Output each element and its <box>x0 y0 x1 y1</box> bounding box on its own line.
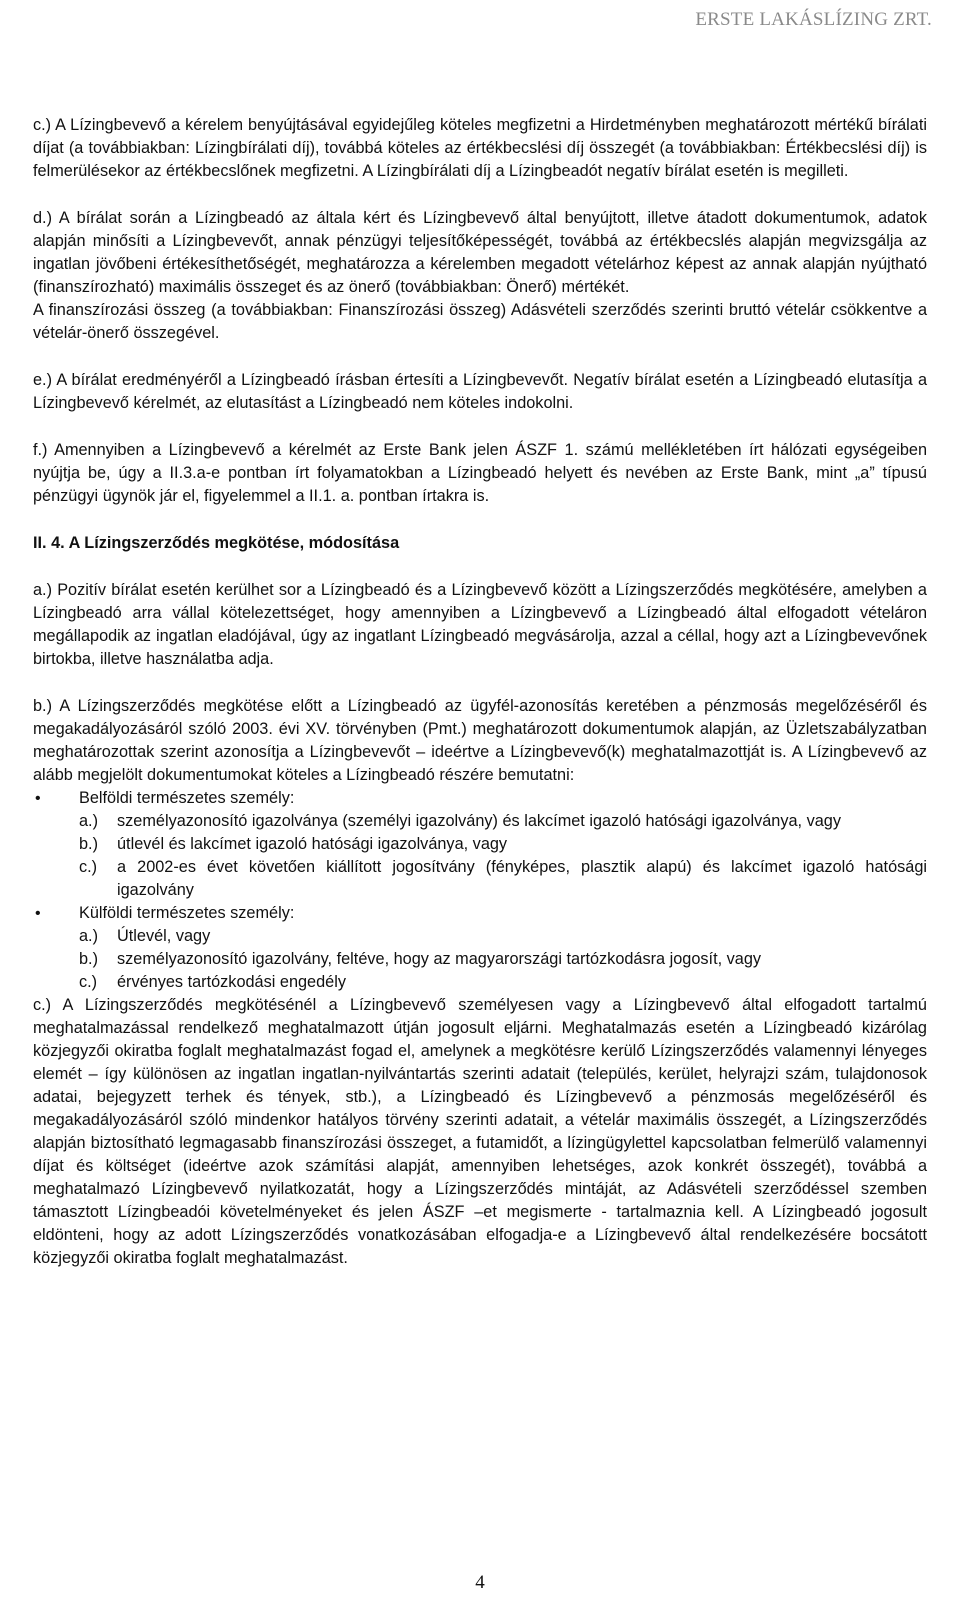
sublist-item <box>79 833 927 856</box>
document-body <box>33 114 927 1270</box>
document-list <box>33 787 927 994</box>
sublist-text: Útlevél, vagy <box>117 927 211 945</box>
sublist-text: személyazonosító igazolványa (személyi igazolvány) és lakcímet igazoló hatósági igazolványa, vagy <box>117 812 841 830</box>
paragraph-b-identification: b.) A Lízingszerződés megkötése előtt a Lízingbeadó az ügyfél-azonosítás keretében a pénzmosás megelőzéséről és megakadályozásáról szóló 2003. évi XV. törvényben (Pmt.) meghatározott dokumentumok alapján, az Üzletszabályzatban meghatározottak szerint azonosítja a Lízingbevevőt – ideértve a Lízingbevevő(k) meghatalmazottját is. A Lízingbevevő az alább megjelölt dokumentumokat köteles a Lízingbeadó részére bemutatni: <box>33 697 927 784</box>
page-header-company: ERSTE LAKÁSLÍZING ZRT. <box>695 9 932 30</box>
sublist-item <box>79 948 927 971</box>
sublist-marker: c.) <box>79 858 98 876</box>
paragraph-c-contract: c.) A Lízingszerződés megkötésénél a Lízingbevevő személyesen vagy a Lízingbevevő által elfogadott tartalmú meghatalmazással rendelkező meghatalmazott útján jogosult eljárni. Meghatalmazás esetén a Lízingbeadó kizárólag közjegyzői okiratba foglalt meghatalmazást fogad el, amelynek a megkötésre kerülő Lízingszerződés valamennyi lényeges elemét – így különösen az ingatlan ingatlan-nyilvántartás szerinti adatait (település, kerület, helyrajzi szám, tulajdonosok adatai, bejegyzett terhek és tények, stb.), a Lízingbeadó és Lízingbevevő a pénzmosás megelőzéséről és megakadályozásáról szóló mindenkor hatályos törvény szerinti adatait, a vételár maximális összegét, a Lízingszerződés alapján biztosítható legmagasabb finanszírozási összeget, a futamidőt, a lízingügylettel kapcsolatban felmerülő valamennyi díjat és költséget (ideértve azok számítási alapját, amennyiben lehetséges, azok konkrét összegét), továbbá a meghatalmazó Lízingbevevő nyilatkozatát, hogy a Lízingszerződés mintáját, az Adásvételi szerződéssel szemben támasztott Lízingbeadói követelményeket és jelen ÁSZF –et megismerte - tartalmaznia kell. A Lízingbeadó jogosult eldönteni, hogy az adott Lízingszerződés vonatkozásában elfogadja-e a Lízingbevevő által rendelkezésére bocsátott közjegyzői okiratba foglalt meghatalmazást. <box>33 996 927 1267</box>
sublist-domestic <box>79 810 927 902</box>
list-item-domestic <box>33 787 927 902</box>
sublist-marker: a.) <box>79 812 99 830</box>
paragraph-d-financing: A finanszírozási összeg (a továbbiakban: Finanszírozási összeg) Adásvételi szerződés szerinti bruttó vételár csökkentve a vételár-önerő összegével. <box>33 301 927 342</box>
sublist-foreign <box>79 925 927 994</box>
section-heading: II. 4. A Lízingszerződés megkötése, módosítása <box>33 534 400 552</box>
sublist-item <box>79 856 927 902</box>
sublist-text: személyazonosító igazolvány, feltéve, hogy az magyarországi tartózkodásra jogosít, vagy <box>117 950 762 968</box>
list-item-foreign <box>33 902 927 994</box>
sublist-text: érvényes tartózkodási engedély <box>117 973 346 991</box>
bullet-icon: • <box>35 905 41 922</box>
page-number: 4 <box>475 1572 485 1593</box>
sublist-item <box>79 925 927 948</box>
bullet-icon: • <box>35 790 41 807</box>
sublist-marker: a.) <box>79 927 99 945</box>
list-item-label: Belföldi természetes személy: <box>79 789 295 807</box>
sublist-item <box>79 810 927 833</box>
paragraph-c-fee: c.) A Lízingbevevő a kérelem benyújtásával egyidejűleg köteles megfizetni a Hirdetményben meghatározott mértékű bírálati díjat (a továbbiakban: Lízingbírálati díj), továbbá köteles az értékbecslési díj összegét (a továbbiakban: Értékbecslési díj) is felmerülésekor az értékbecslőnek megfizetni. A Lízingbírálati díj a Lízingbeadót negatív bírálat esetén is megilleti. <box>33 116 927 180</box>
sublist-text: a 2002-es évet követően kiállított jogosítvány (fényképes, plasztik alapú) és lakcímet igazoló hatósági igazolvány <box>117 858 927 899</box>
paragraph-d-review: d.) A bírálat során a Lízingbeadó az általa kért és Lízingbevevő által benyújtott, illetve átadott dokumentumok, adatok alapján minősíti a Lízingbevevőt, annak pénzügyi teljesítőképességét, továbbá az értékbecslés alapján megvizsgálja az ingatlan jövőbeni értékesíthetőségét, meghatározza a kérelemben megadott vételárhoz képest az annak alapján nyújtható (finanszírozható) maximális összeget és az önerő (továbbiakban: Önerő) mértékét. <box>33 209 927 296</box>
paragraph-f-bank: f.) Amennyiben a Lízingbevevő a kérelmét az Erste Bank jelen ÁSZF 1. számú mellékletében írt hálózati egységeiben nyújtja be, úgy a II.3.a-e pontban írt folyamatokban a Lízingbeadó helyett és nevében az Erste Bank, mint „a” típusú pénzügyi ügynök jár el, figyelemmel a II.1. a. pontban írtakra is. <box>33 441 927 505</box>
sublist-marker: c.) <box>79 973 98 991</box>
paragraph-a-positive: a.) Pozitív bírálat esetén kerülhet sor a Lízingbeadó és a Lízingbevevő között a Lízingszerződés megkötésére, amelyben a Lízingbeadó arra vállal kötelezettséget, hogy amennyiben a Lízingbevevő a Lízingbeadó által elfogadott vételáron megállapodik az ingatlan eladójával, úgy az ingatlant Lízingbeadó megvásárolja, azzal a céllal, hogy azt a Lízingbevevőnek birtokba, illetve használatba adja. <box>33 581 927 668</box>
sublist-marker: b.) <box>79 835 99 853</box>
sublist-text: útlevél és lakcímet igazoló hatósági igazolványa, vagy <box>117 835 508 853</box>
list-item-label: Külföldi természetes személy: <box>79 904 295 922</box>
paragraph-e-result: e.) A bírálat eredményéről a Lízingbeadó írásban értesíti a Lízingbevevőt. Negatív bírálat esetén a Lízingbeadó elutasítja a Lízingbevevő kérelmét, az elutasítást a Lízingbeadó nem köteles indokolni. <box>33 371 927 412</box>
sublist-item <box>79 971 927 994</box>
sublist-marker: b.) <box>79 950 99 968</box>
